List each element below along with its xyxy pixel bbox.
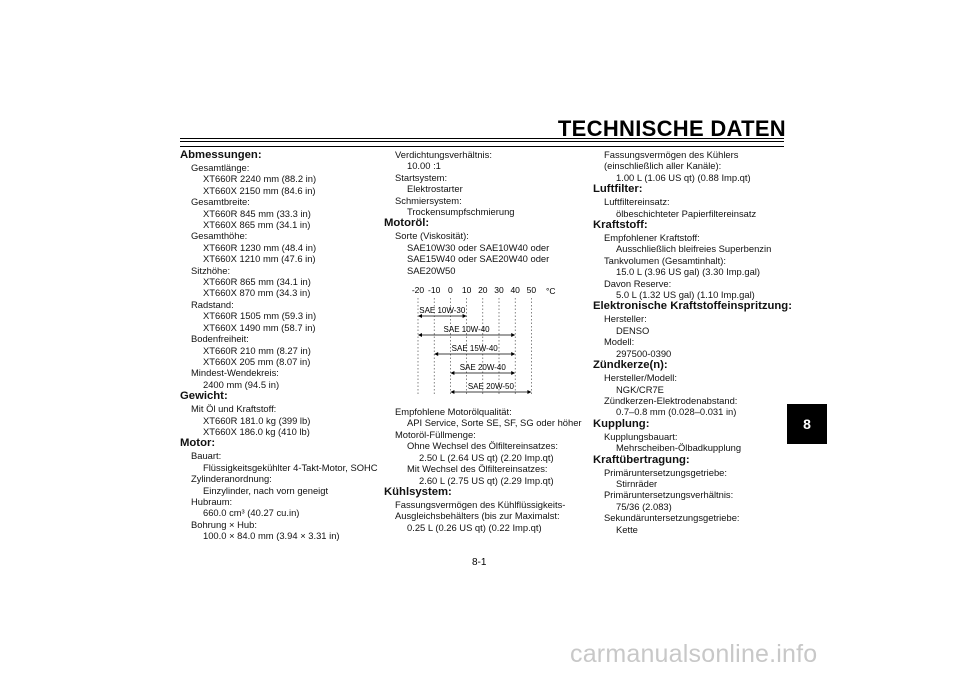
heading-kuehlsystem: Kühlsystem:: [384, 485, 452, 498]
label: Primäruntersetzungsgetriebe:: [604, 466, 727, 478]
label: Fassungsvermögen des Kühlers: [604, 149, 739, 160]
tick-label: 30: [494, 285, 504, 296]
label: Zündkerzen-Elektrodenabstand:: [604, 394, 738, 406]
label: Gesamtbreite:: [191, 196, 250, 208]
arrow-head: [511, 352, 515, 356]
tick-label: 40: [510, 285, 520, 296]
value: XT660X 2150 mm (84.6 in): [203, 184, 316, 196]
value: DENSO: [616, 324, 650, 336]
heading-gewicht: Gewicht:: [180, 390, 228, 403]
value: XT660X 1210 mm (47.6 in): [203, 253, 316, 265]
value: API Service, Sorte SE, SF, SG oder höher: [407, 417, 582, 429]
label: Bauart:: [191, 450, 222, 462]
value: Kette: [616, 523, 638, 535]
label: Kupplungsbauart:: [604, 430, 678, 442]
label: Modell:: [604, 336, 635, 348]
heading-motoroel: Motoröl:: [384, 217, 430, 230]
label: Startsystem:: [395, 171, 448, 183]
heading-kraftuebertragung: Kraftübertragung:: [593, 453, 690, 466]
value: XT660X 205 mm (8.07 in): [203, 355, 311, 367]
value: SAE15W40 oder SAE20W40 oder: [407, 253, 550, 265]
value: SAE20W50: [407, 264, 456, 276]
value: XT660R 2240 mm (88.2 in): [203, 173, 317, 185]
label: Empfohlener Kraftstoff:: [604, 232, 700, 244]
value: 75/36 (2.083): [616, 500, 672, 512]
watermark: carmanualsonline.info: [570, 640, 818, 668]
tick-label: 0: [448, 285, 453, 296]
label: Mindest-Wendekreis:: [191, 367, 279, 379]
value: ölbeschichteter Papierfiltereinsatz: [616, 207, 757, 219]
value: 1.00 L (1.06 US qt) (0.88 Imp.qt): [616, 171, 751, 183]
value: 5.0 L (1.32 US gal) (1.10 Imp.gal): [616, 289, 755, 301]
label: Hersteller:: [604, 313, 647, 325]
label: Ohne Wechsel des Ölfiltereinsatzes:: [407, 440, 558, 452]
label: Sitzhöhe:: [191, 264, 231, 276]
value: XT660R 210 mm (8.27 in): [203, 344, 311, 356]
arrow-head: [418, 333, 422, 337]
label: Ausgleichsbehälters (bis zur Maximalst:: [395, 510, 560, 522]
series-label: SAE 20W-50: [467, 382, 514, 392]
heading-motor: Motor:: [180, 437, 216, 450]
value: Trockensumpfschmierung: [407, 206, 515, 218]
column-right: [593, 149, 793, 535]
series-label: SAE 10W-40: [443, 325, 490, 335]
label: Bodenfreiheit:: [191, 333, 249, 345]
tick-label: -20: [411, 285, 425, 296]
label: Verdichtungsverhältnis:: [395, 149, 492, 160]
value: XT660X 1490 mm (58.7 in): [203, 321, 316, 333]
page-title: TECHNISCHE DATEN: [557, 116, 786, 141]
value: SAE10W30 oder SAE10W40 oder: [407, 241, 550, 253]
value: XT660R 1230 mm (48.4 in): [203, 241, 317, 253]
arrow-head: [511, 371, 515, 375]
label: Sekundäruntersetzungsgetriebe:: [604, 512, 740, 524]
heading-einspritzung: Elektronische Kraftstoffeinspritzung:: [593, 300, 792, 313]
arrow-head: [527, 390, 531, 394]
tick-label: 50: [526, 285, 537, 296]
value: 660.0 cm³ (40.27 cu.in): [203, 507, 300, 519]
value: 0.7–0.8 mm (0.028–0.031 in): [616, 406, 737, 418]
heading-zuendkerze: Zündkerze(n):: [593, 359, 668, 372]
value: 10.00 :1: [407, 160, 441, 172]
value: 2.60 L (2.75 US qt) (2.29 Imp.qt): [419, 474, 554, 486]
arrow-head: [450, 371, 454, 375]
value: XT660R 1505 mm (59.3 in): [203, 310, 317, 322]
value: NGK/CR7E: [616, 383, 664, 395]
value: XT660R 865 mm (34.1 in): [203, 276, 311, 288]
column-left: [180, 149, 380, 542]
series-label: SAE 10W-30: [419, 306, 466, 316]
value: 100.0 × 84.0 mm (3.94 × 3.31 in): [203, 530, 340, 542]
heading-abmessungen: Abmessungen:: [180, 149, 262, 161]
label: Tankvolumen (Gesamtinhalt):: [604, 254, 726, 266]
value: Einzylinder, nach vorn geneigt: [203, 484, 329, 496]
value: Ausschließlich bleifreies Superbenzin: [616, 243, 772, 255]
value: 297500-0390: [616, 347, 672, 359]
label: Mit Öl und Kraftstoff:: [191, 403, 277, 415]
label: Bohrung × Hub:: [191, 518, 257, 530]
label: Gesamtlänge:: [191, 162, 250, 173]
chapter-tab: 8: [787, 404, 827, 444]
header-rule: [180, 138, 784, 147]
label: Fassungsvermögen des Kühlflüssigkeits-: [395, 498, 566, 510]
label: Radstand:: [191, 298, 234, 310]
heading-kraftstoff: Kraftstoff:: [593, 219, 648, 232]
value: Stirnräder: [616, 477, 658, 489]
label: Schmiersystem:: [395, 194, 462, 206]
value: Mehrscheiben-Ölbadkupplung: [616, 442, 742, 454]
value: Elektrostarter: [407, 183, 463, 195]
arrow-head: [511, 333, 515, 337]
arrow-head: [450, 390, 454, 394]
value: XT660R 181.0 kg (399 lb): [203, 414, 311, 426]
series-label: SAE 20W-40: [459, 363, 506, 373]
label: (einschließlich aller Kanäle):: [604, 160, 722, 172]
heading-kupplung: Kupplung:: [593, 417, 650, 430]
value: 0.25 L (0.26 US qt) (0.22 Imp.qt): [407, 521, 542, 533]
label: Primäruntersetzungsverhältnis:: [604, 489, 734, 501]
label: Davon Reserve:: [604, 277, 672, 289]
label: Empfohlene Motorölqualität:: [395, 406, 512, 418]
label: Hubraum:: [191, 495, 233, 507]
label: Zylinderanordnung:: [191, 473, 272, 485]
value: XT660R 845 mm (33.3 in): [203, 207, 311, 219]
unit-label: °C: [546, 286, 556, 297]
tick-label: -10: [428, 285, 441, 296]
tick-label: 10: [461, 285, 472, 296]
tick-label: 20: [478, 285, 488, 296]
value: XT660X 186.0 kg (410 lb): [203, 425, 310, 437]
label: Mit Wechsel des Ölfiltereinsatzes:: [407, 463, 548, 475]
oil-viscosity-chart: [406, 282, 556, 400]
series-label: SAE 15W-40: [451, 344, 498, 354]
page-number: 8-1: [472, 557, 487, 568]
column-middle: [384, 149, 584, 533]
label: Luftfiltereinsatz:: [604, 196, 670, 208]
heading-luftfilter: Luftfilter:: [593, 183, 643, 196]
value: XT660X 865 mm (34.1 in): [203, 219, 311, 231]
label: Hersteller/Modell:: [604, 372, 677, 384]
value: 2.50 L (2.64 US qt) (2.20 Imp.qt): [419, 451, 554, 463]
value: 15.0 L (3.96 US gal) (3.30 Imp.gal): [616, 266, 760, 278]
value: Flüssigkeitsgekühlter 4-Takt-Motor, SOHC: [203, 461, 378, 473]
label: Motoröl-Füllmenge:: [395, 428, 476, 440]
arrow-head: [434, 352, 438, 356]
value: XT660X 870 mm (34.3 in): [203, 287, 311, 299]
label: Gesamthöhe:: [191, 230, 248, 242]
value: 2400 mm (94.5 in): [203, 378, 280, 390]
label: Sorte (Viskosität):: [395, 230, 469, 242]
